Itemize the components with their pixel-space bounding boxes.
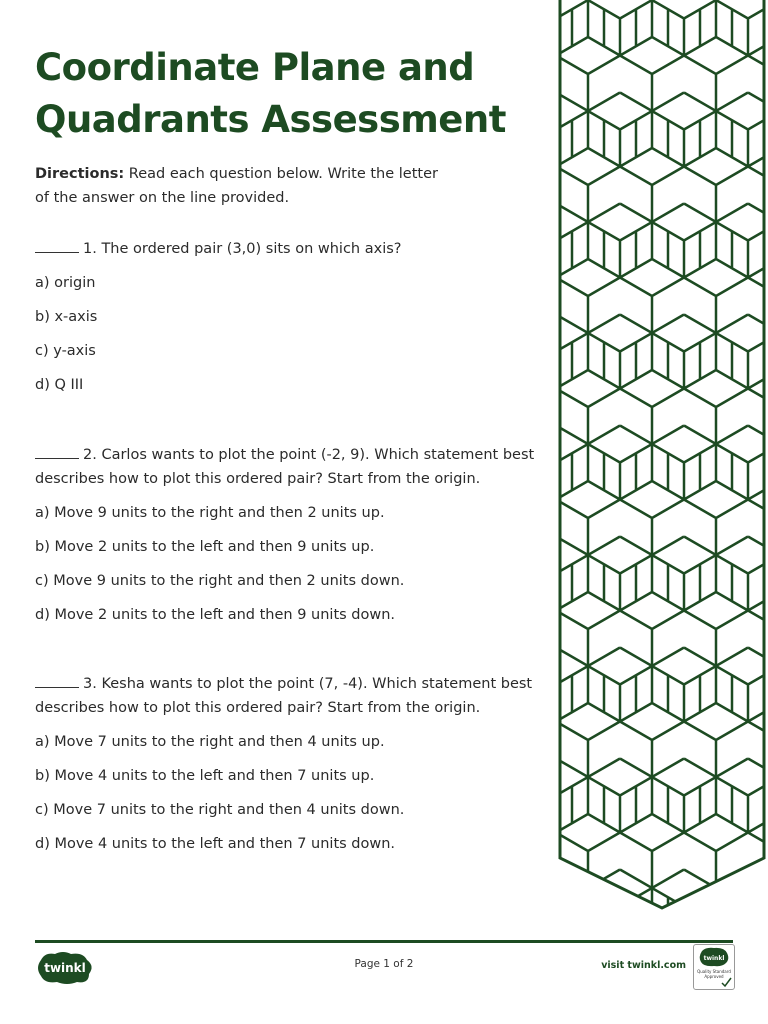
quality-badge (693, 944, 735, 990)
question-stem: 1. The ordered pair (3,0) sits on which axis? (83, 241, 402, 257)
directions-text: Read each question below. Write the letter of the answer on the line provided. (35, 166, 438, 206)
directions-label: Directions: (35, 166, 125, 182)
badge-text: Quality Standard Approved (697, 969, 731, 979)
directions (35, 162, 455, 210)
option-d: d) Move 4 units to the left and then 7 units down. (35, 836, 396, 852)
question-2 (35, 443, 535, 637)
option-a: a) origin (35, 275, 96, 291)
option-d: d) Move 2 units to the left and then 9 units down. (35, 607, 396, 623)
logo-text: twinkl (44, 961, 86, 975)
answer-blank[interactable] (35, 673, 79, 688)
question-stem: 3. Kesha wants to plot the point (7, -4). Which statement best describes how to plot this ordered pair? Start from the origin. (35, 676, 533, 716)
option-c: c) Move 9 units to the right and then 2 units down. (35, 573, 405, 589)
option-a: a) Move 9 units to the right and then 2 units up. (35, 505, 385, 521)
option-b: b) Move 2 units to the left and then 9 units up. (35, 539, 375, 555)
geometric-border-pattern (556, 0, 768, 912)
twinkl-logo[interactable] (35, 950, 95, 986)
page-title (35, 42, 506, 146)
footer-divider (35, 940, 733, 943)
question-3 (35, 672, 535, 866)
option-a: a) Move 7 units to the right and then 4 units up. (35, 734, 385, 750)
answer-blank[interactable] (35, 238, 79, 253)
option-c: c) Move 7 units to the right and then 4 units down. (35, 802, 405, 818)
option-b: b) x-axis (35, 309, 98, 325)
option-d: d) Q III (35, 377, 84, 393)
title-line-2: Quadrants Assessment (35, 98, 506, 141)
page-number: Page 1 of 2 (354, 958, 414, 970)
visit-link[interactable]: visit twinkl.com (601, 960, 686, 971)
question-stem: 2. Carlos wants to plot the point (-2, 9). Which statement best describes how to plot this ordered pair? Start from the origin. (35, 447, 535, 487)
quality-badge-icon (694, 945, 734, 989)
question-1 (35, 237, 535, 407)
answer-blank[interactable] (35, 444, 79, 459)
option-c: c) y-axis (35, 343, 96, 359)
badge-brand: twinkl (703, 955, 725, 962)
title-line-1: Coordinate Plane and (35, 46, 475, 89)
option-b: b) Move 4 units to the left and then 7 units up. (35, 768, 375, 784)
